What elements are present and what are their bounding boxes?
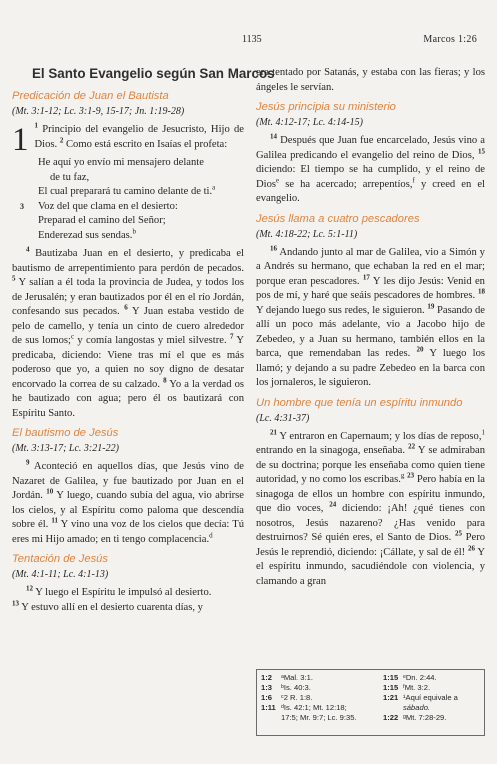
- verse-block: 1 $^1$ Principio del evangelio de Jesucristo, Hijo de Dios. $^2$ Como está escrito en Isaías el profeta:: [12, 121, 244, 158]
- footnotes-col-1: [261, 673, 379, 723]
- section-heading: Jesús llama a cuatro pescadores: [256, 212, 420, 225]
- cross-references: (Mt. 3:1-12; Lc. 3:1-9, 15-17; Jn. 1:19-28): [12, 106, 185, 117]
- footnote: 1:11 ᵈIs. 42:1; Mt. 12:18;: [261, 703, 347, 712]
- footnote: 17:5; Mr. 9:7; Lc. 9:35.: [281, 713, 357, 722]
- section-heading: Predicación de Juan el Bautista: [12, 90, 169, 102]
- section-heading: Tentación de Jesús: [12, 553, 108, 565]
- right-column: [256, 66, 485, 589]
- cross-references: (Mt. 4:1-11; Lc. 4:1-13): [12, 569, 109, 580]
- footnote: 1:3 ᵇIs. 40:3.: [261, 683, 311, 692]
- footnotes-col-2: [383, 673, 483, 723]
- verse-block: $^{16}$ Andando junto al mar de Galilea, vio a Simón y a Andrés su hermano, que echaban la red en el mar; porque eran pescadores. $^{17}$ Y les dijo Jesús: Venid en pos de mí, y haré que seáis pescadores de hombres. $^{18}$ Y dejando luego sus redes, le siguieron. $^{19}$ Pasando de allí un poco más adelante, vio a Jacobo hijo de Zebedeo, y a Juan su hermano, también ellos en la barca, que remendaban las redes. $^{20}$ Y luego los llamó; y dejando a su padre Zebedeo en la barca con los jornaleros, le siguieron.: [256, 243, 485, 388]
- footnotes-box: [256, 669, 485, 736]
- footnote: 1:15 ᶠMt. 3:2.: [383, 683, 431, 692]
- section-heading: Jesús principia su ministerio: [256, 101, 396, 113]
- page-header: [14, 34, 483, 50]
- section-heading: Un hombre que tenía un espíritu inmundo: [256, 396, 463, 409]
- verse-block: era tentado por Satanás, y estaba con las fieras; y los ángeles le servían.: [256, 67, 485, 93]
- verse-block: $^4$ Bautizaba Juan en el desierto, y predicaba el bautismo de arrepentimiento para perdón de pecados. $^5$ Y salían a él toda la provincia de Judea, y todos los de Jerusalén; y eran bautizados por él en el río Jordán, confesando sus pecados. $^6$ Y Juan estaba vestido de pelo de camello, y tenía un cinto de cuero alrededor de sus lomos;$^c$ y comía langostas y miel silvestre. $^7$ Y predicaba, diciendo: Viene tras mí el que es más poderoso que yo, a quien no soy digno de desatar encorvado la correa de su calzado. $^8$ Yo a la verdad os he bautizado con agua; pero él os bautizará con Espíritu Santo.: [12, 245, 245, 419]
- footnote: 1:22 ᵍMt. 7:28-29.: [383, 713, 447, 722]
- footnote: 1:15 ᵉDn. 2:44.: [383, 673, 437, 682]
- poetry-quote: He aquí yo envío mi mensajero delante de tu faz, El cual preparará tu camino delante de ti.$^a$ 3 Voz del que clama en el desierto: Preparad el camino del Señor; Enderezad sus sendas.$^b$: [20, 157, 216, 241]
- verse-block: $^{14}$ Después que Juan fue encarcelado, Jesús vino a Galilea predicando el evangelio del reino de Dios, $^{15}$ diciendo: El tiempo se ha cumplido, y el reino de Dios$^e$ se ha acercado; arrepentíos,$^f$ y creed en el evangelio.: [256, 132, 486, 204]
- book-title: El Santo Evangelio según San Marcos: [32, 66, 275, 81]
- cross-references: (Mt. 4:12-17; Lc. 4:14-15): [256, 117, 363, 128]
- footnote: sábado.: [403, 703, 431, 712]
- verse-block: $^9$ Aconteció en aquellos días, que Jesús vino de Nazaret de Galilea, y fue bautizado por Juan en el Jordán. $^{10}$ Y luego, cuando subía del agua, vio abrirse los cielos, y al Espíritu como paloma que descendía sobre él. $^{11}$ Y vino una voz de los cielos que decía: Tú eres mi Hijo amado; en ti tengo complacencia.$^d$: [12, 458, 244, 545]
- footnote: 1:6 ᶜ2 R. 1:8.: [261, 693, 313, 702]
- page-number: 1135: [242, 34, 262, 45]
- verse-block: $^{21}$ Y entraron en Capernaum; y los días de reposo,$^1$ entrando en la sinagoga, enseñaba. $^{22}$ Y se admiraban de su doctrina; porque les enseñaba como quien tiene autoridad, y no como los escribas.$^g$ $^{23}$ Pero había en la sinagoga de ellos un hombre con espíritu inmundo, que dio voces, $^{24}$ diciendo: ¡Ah! ¿qué tienes con nosotros, Jesús nazareno? ¿Has venido para destruirnos? Sé quién eres, el Santo de Dios. $^{25}$ Pero Jesús le reprendió, diciendo: ¡Cállate, y sal de él! $^{26}$ Y el espíritu inmundo, sacudiéndole con violencia, y clamando a gran: [256, 427, 486, 587]
- verse-block: $^{12}$ Y luego el Espíritu le impulsó al desierto.: [26, 584, 212, 598]
- verse-block: $^{13}$ Y estuvo allí en el desierto cuarenta días, y: [12, 598, 203, 613]
- footnote: 1:2 ᵃMal. 3:1.: [261, 673, 313, 682]
- section-heading: El bautismo de Jesús: [12, 427, 119, 439]
- cross-references: (Mt. 4:18-22; Lc. 5:1-11): [256, 228, 358, 240]
- cross-references: (Mt. 3:13-17; Lc. 3:21-22): [12, 443, 119, 454]
- running-head: Marcos 1:26: [423, 34, 477, 45]
- cross-references: (Lc. 4:31-37): [256, 412, 310, 424]
- chapter-number: 1: [12, 122, 29, 158]
- left-column: [12, 66, 275, 615]
- footnote: 1:21 ¹Aquí equivale a: [383, 693, 458, 702]
